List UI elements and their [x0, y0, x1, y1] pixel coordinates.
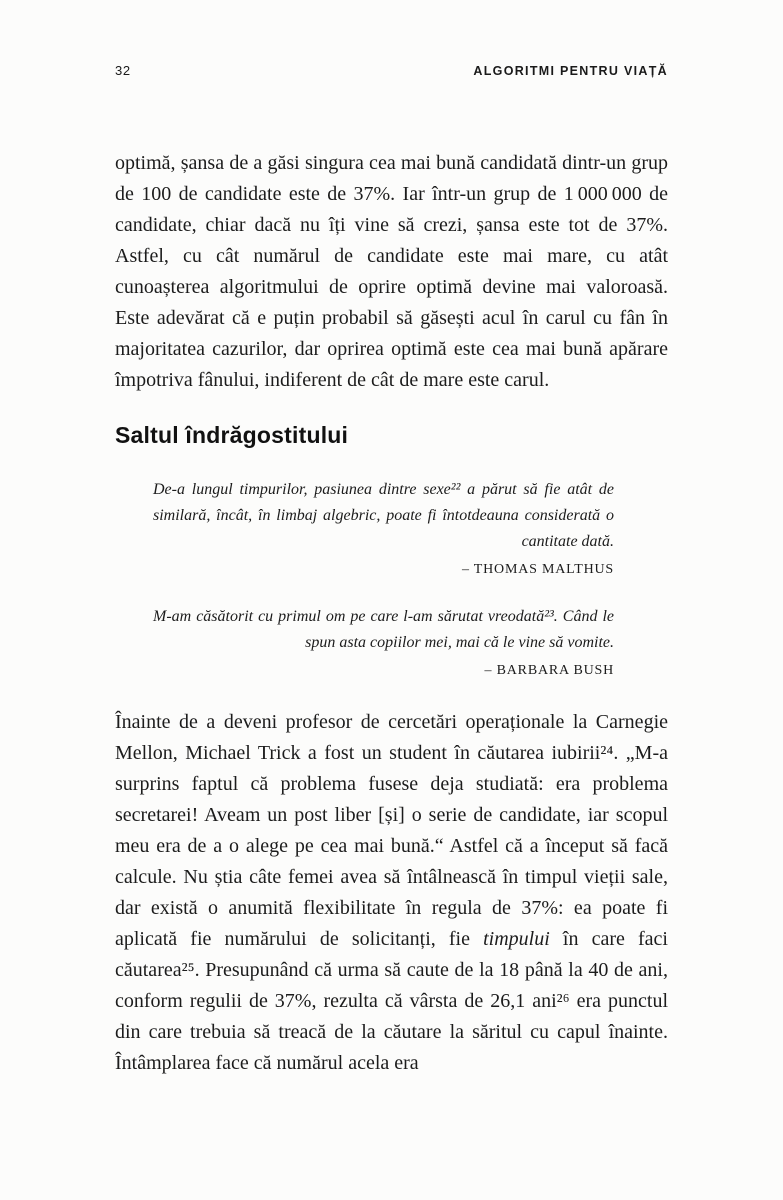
paragraph-michael-trick: [115, 707, 668, 1079]
paragraph-segment-1: Înainte de a deveni profesor de cercetări operaționale la Carnegie Mellon, Michael Trick a fost un student în căutarea iubirii²⁴. „M-a surprins faptul că problema fusese deja studiată: era problema secretarei! Aveam un post liber [și] o serie de candidate, iar scopul meu era de a o alege pe cea mai bună.“ Astfel că a început să facă calcule. Nu știa câte femei avea să întâlnească în timpul vieții sale, dar există o anumită flexibilitate în regula de 37%: ea poate fi aplicată fie numărului de solicitanți, fie: [115, 711, 668, 950]
epigraph-bush-text: M-am căsătorit cu primul om pe care l-am sărutat vreodată²³. Când le spun asta copiilor mei, mai că le vine să vomite.: [153, 608, 614, 651]
paragraph-optimal-stopping: optimă, șansa de a găsi singura cea mai bună candidată dintr-un grup de 100 de candidate este de 37%. Iar într-un grup de 1 000 000 de candidate, chiar dacă nu îți vine să crezi, șansa este tot de 37%. Astfel, cu cât numărul de candidate este mai mare, cu atât cunoașterea algoritmului de oprire optimă devine mai valoroasă. Este adevărat că e puțin probabil să găsești acul în carul cu fân în majoritatea cazurilor, dar oprirea optimă este cea mai bună apărare împotriva fânului, indiferent de cât de mare este carul.: [115, 152, 668, 391]
page-number: 32: [115, 63, 131, 78]
epigraph-malthus-text: De-a lungul timpurilor, pasiunea dintre sexe²² a părut să fie atât de similară, încât, în limbaj algebric, poate fi întotdeauna considerată o cantitate dată.: [153, 481, 614, 550]
section-heading: Saltul îndrăgostitului: [115, 422, 349, 448]
epigraph-malthus-attribution: – THOMAS MALTHUS: [461, 562, 614, 577]
running-head: [115, 64, 668, 78]
paragraph-segment-2: în care faci căutarea²⁵. Presupunând că urma să caute de la 18 până la 40 de ani, conform regulii de 37%, rezulta că vârsta de 26,1 ani²⁶ era punctul din care trebuia să treacă de la căutare la săritul cu capul înainte. Întâmplarea face că numărul acela era: [115, 928, 668, 1074]
epigraph-malthus: [153, 477, 614, 580]
epigraph-bush: [153, 604, 614, 681]
paragraph-segment-italic-timpului: timpului: [483, 928, 550, 950]
running-title: ALGORITMI PENTRU VIAȚĂ: [473, 64, 668, 78]
epigraph-bush-attribution: – BARBARA BUSH: [484, 663, 614, 678]
